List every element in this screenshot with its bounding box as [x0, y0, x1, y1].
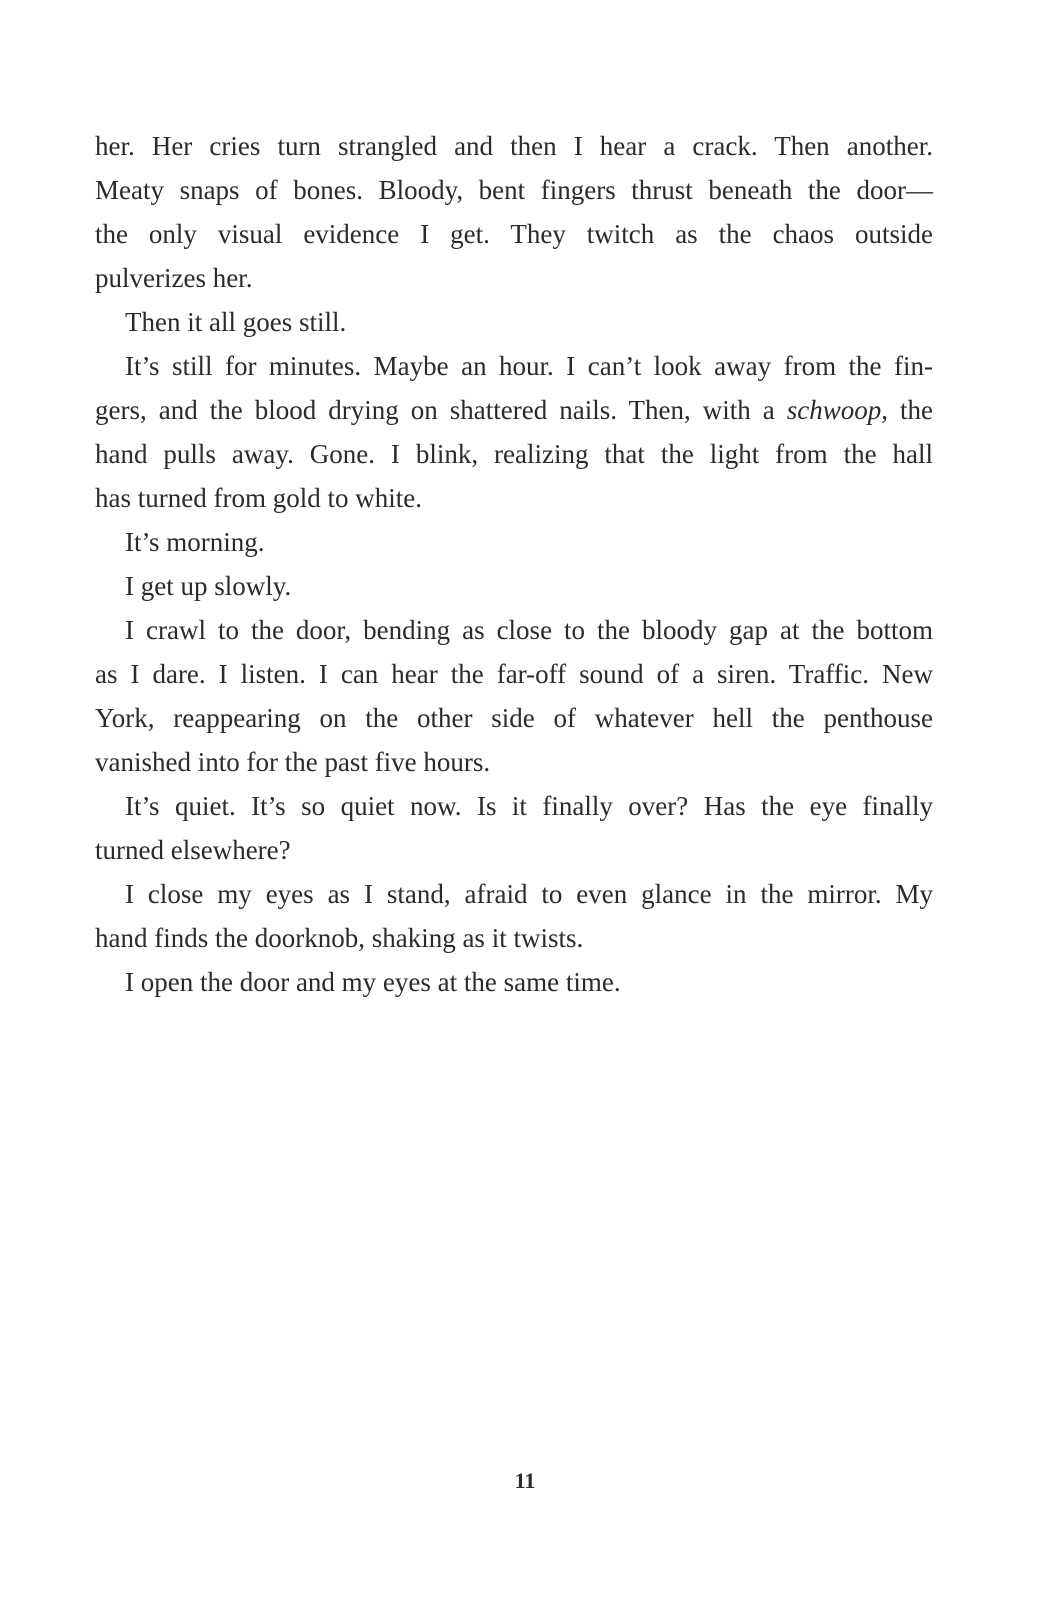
body-text	[95, 124, 933, 1004]
text-segment: gers, and the blood drying on shattered nails. Then, with a	[95, 395, 775, 425]
text-line: York, reappearing on the other side of whatever hell the penthouse	[95, 703, 933, 733]
text-line: I get up slowly.	[125, 571, 292, 601]
paragraph	[95, 608, 933, 784]
text-segment: , the	[881, 395, 933, 425]
text-line: It’s still for minutes. Maybe an hour. I can’t look away from the fin-	[125, 351, 933, 381]
text-line: I crawl to the door, bending as close to the bloody gap at the bottom	[125, 615, 933, 645]
text-line: I close my eyes as I stand, afraid to even glance in the mirror. My	[125, 879, 933, 909]
paragraph	[95, 344, 933, 520]
text-line: It’s quiet. It’s so quiet now. Is it finally over? Has the eye finally	[125, 791, 933, 821]
text-line: I open the door and my eyes at the same time.	[125, 967, 621, 997]
paragraph	[95, 124, 933, 300]
text-line: pulverizes her.	[95, 263, 253, 293]
italic-word: schwoop	[786, 395, 882, 425]
paragraph	[95, 300, 933, 344]
text-line: hand finds the doorknob, shaking as it twists.	[95, 923, 584, 953]
text-line	[95, 388, 933, 432]
text-line: the only visual evidence I get. They twitch as the chaos outside	[95, 219, 933, 249]
text-line: as I dare. I listen. I can hear the far-off sound of a siren. Traffic. New	[95, 659, 933, 689]
text-line: It’s morning.	[125, 527, 265, 557]
paragraph	[95, 960, 933, 1004]
page-number: 11	[514, 1468, 536, 1493]
paragraph	[95, 520, 933, 564]
text-line: vanished into for the past five hours.	[95, 747, 491, 777]
text-line: Then it all goes still.	[125, 307, 347, 337]
text-line: has turned from gold to white.	[95, 483, 422, 513]
paragraph	[95, 564, 933, 608]
paragraph	[95, 872, 933, 960]
text-line: hand pulls away. Gone. I blink, realizing that the light from the hall	[95, 439, 933, 469]
text-line: turned elsewhere?	[95, 835, 291, 865]
text-line: her. Her cries turn strangled and then I hear a crack. Then another.	[95, 131, 933, 161]
paragraph	[95, 784, 933, 872]
text-line: Meaty snaps of bones. Bloody, bent fingers thrust beneath the door—	[95, 175, 933, 205]
